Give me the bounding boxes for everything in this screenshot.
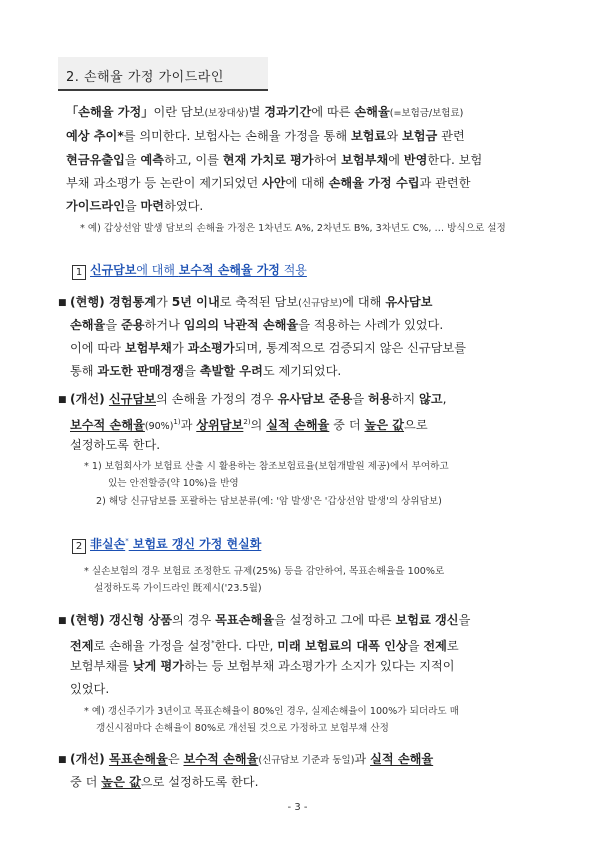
s1-b1-line-2: 손해율을 준용하거나 임의의 낙관적 손해율을 적용하는 사례가 있었다. xyxy=(70,318,444,332)
s1-note-1-cont: 있는 안전할증(약 10%)을 반영 xyxy=(108,478,239,489)
page-number: - 3 - xyxy=(287,802,308,813)
s2-note-1-cont: 갱신시점마다 손해율이 80%로 개선될 것으로 가정하고 보험부채 산정 xyxy=(96,723,389,734)
s2-top-note: * 실손보험의 경우 보험료 조정한도 규제(25%) 등을 감안하여, 목표손해율을 100%로 xyxy=(84,566,445,577)
s1-b2-line-1: (개선) 신규담보의 손해율 가정의 경우 유사담보 준용을 허용하지 않고, xyxy=(70,392,447,406)
subsection-1-number: 1 xyxy=(72,265,86,280)
intro-line-5: 가이드라인을 마련하였다. xyxy=(66,199,204,213)
s1-b1-line-1: (현행) 경험통계가 5년 이내로 축적된 담보(신규담보)에 대해 유사담보 xyxy=(70,295,433,309)
s1-b2-line-2: 보수적 손해율$(90\%)^{1)}$과 상위담보$^{2)}$의 실적 손해율 중 더 높은 값으로 xyxy=(70,418,428,433)
subsection-2-title: 2 非실손* 보험료 갱신 가정 현실화 xyxy=(72,535,261,554)
s1-note-1: * 1) 보험회사가 보험료 산출 시 활용하는 참조보험료율(보험개발원 제공)에서 부여하고 xyxy=(84,461,449,472)
s1-b1-line-4: 통해 과도한 판매경쟁을 촉발할 우려도 제기되었다. xyxy=(70,364,342,378)
intro-line-3: 현금유출입을 예측하고, 이를 현재 가치로 평가하여 보험부채에 반영한다. 보험 xyxy=(66,153,483,167)
intro-line-1: 「손해율 가정」이란 담보(보장대상)별 경과기간에 따른 손해율(=보험금/보험료) xyxy=(66,105,464,119)
s2-note-1: * 예) 갱신주기가 3년이고 목표손해율이 80%인 경우, 실제손해율이 100%가 되더라도 매 xyxy=(84,706,459,717)
bullet-marker: ■ xyxy=(58,755,67,765)
s2-b1-line-3: 보험부채를 낮게 평가하는 등 보험부채 과소평가가 소지가 있다는 지적이 xyxy=(70,659,455,673)
subsection-2-number: 2 xyxy=(72,539,86,554)
intro-line-2: 예상 추이*를 의미한다. 보험사는 손해율 가정을 통해 보험료와 보험금 관련 xyxy=(66,129,465,143)
bullet-marker: ■ xyxy=(58,395,67,405)
s2-b2-line-2: 중 더 높은 값으로 설정하도록 한다. xyxy=(70,775,259,789)
section-heading: 2. 손해율 가정 가이드라인 xyxy=(66,70,224,85)
s1-b2-line-3: 설정하도록 한다. xyxy=(70,438,161,452)
s2-b1-line-1: (현행) 갱신형 상품의 경우 목표손해율을 설정하고 그에 따른 보험료 갱신을 xyxy=(70,613,471,627)
s2-b1-line-4: 있었다. xyxy=(70,682,110,696)
intro-line-4: 부채 과소평가 등 논란이 제기되었던 사안에 대해 손해율 가정 수립과 관련한 xyxy=(66,176,471,190)
s2-top-note-cont: 설정하도록 가이드라인 旣제시('23.5월) xyxy=(94,583,262,594)
bullet-marker: ■ xyxy=(58,298,67,308)
s1-b1-line-3: 이에 따라 보험부채가 과소평가되며, 통계적으로 검증되지 않은 신규담보를 xyxy=(70,341,466,355)
subsection-1-title: 1 신규담보에 대해 보수적 손해율 가정 적용 xyxy=(72,261,307,280)
bullet-marker: ■ xyxy=(58,616,67,626)
s2-b1-line-2: 전제로 손해율 가정을 설정*한다. 다만, 미래 보험료의 대폭 인상을 전제로 xyxy=(70,639,459,654)
intro-footnote: * 예) 갑상선암 발생 담보의 손해율 가정은 1차년도 A%, 2차년도 B%, 3차년도 C%, … 방식으로 설정 xyxy=(80,223,506,234)
s1-note-2: 2) 해당 신규담보를 포괄하는 담보분류(예: '암 발생'은 '갑상선암 발생'의 상위담보) xyxy=(96,496,442,507)
s2-b2-line-1: (개선) 목표손해율은 보수적 손해율(신규담보 기준과 동일)과 실적 손해율 xyxy=(70,752,434,766)
